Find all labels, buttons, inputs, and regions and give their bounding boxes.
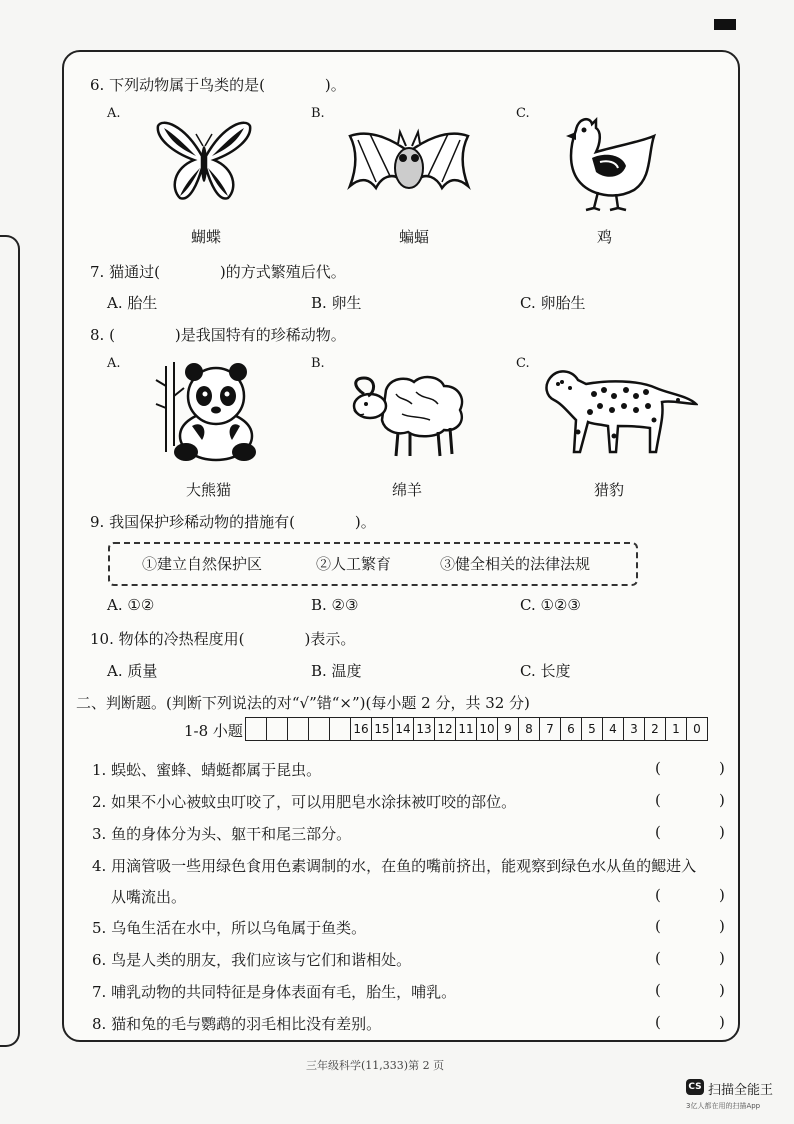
measures-box xyxy=(108,542,638,586)
answer-paren-close: ) xyxy=(719,1013,725,1031)
q8-option-a-letter: A. xyxy=(107,356,121,371)
q7-option-c: C. 卵胎生 xyxy=(520,294,586,312)
answer-paren-close: ) xyxy=(719,949,725,967)
tick-cell xyxy=(245,717,267,741)
measure-2: ②人工繁育 xyxy=(316,555,392,573)
tick-cell: 7 xyxy=(539,717,561,741)
tick-cell: 12 xyxy=(434,717,456,741)
answer-paren-close: ) xyxy=(719,886,725,904)
answer-paren-close: ) xyxy=(719,917,725,935)
tick-cell: 1 xyxy=(665,717,687,741)
q6-option-a-letter: A. xyxy=(107,106,121,121)
chicken-icon xyxy=(556,112,660,212)
judge-item-1: 1. 蜈蚣、蜜蜂、蜻蜓都属于昆虫。 xyxy=(92,761,322,779)
q6-option-c-letter: C. xyxy=(516,106,530,121)
answer-paren-open[interactable]: ( xyxy=(655,917,661,935)
q9-option-b: B. ②③ xyxy=(311,596,359,614)
question-7-stem: 7. 猫通过( )的方式繁殖后代。 xyxy=(90,263,346,281)
question-6-stem: 6. 下列动物属于鸟类的是( )。 xyxy=(90,76,346,94)
q8-option-b-letter: B. xyxy=(311,356,325,371)
tick-table-label: 1-8 小题 xyxy=(184,722,243,740)
tick-cell: 8 xyxy=(518,717,540,741)
judge-item-4: 4. 用滴管吸一些用绿色食用色素调制的水，在鱼的嘴前挤出，能观察到绿色水从鱼的鳃进入 xyxy=(92,857,697,875)
answer-paren-close: ) xyxy=(719,823,725,841)
judge-item-3: 3. 鱼的身体分为头、躯干和尾三部分。 xyxy=(92,825,352,843)
corner-mark xyxy=(714,19,736,30)
tick-cell xyxy=(287,717,309,741)
section-2-heading: 二、判断题。(判断下列说法的对“√”错“×”)(每小题 2 分，共 32 分) xyxy=(76,694,530,712)
tick-cell: 6 xyxy=(560,717,582,741)
answer-paren-open[interactable]: ( xyxy=(655,759,661,777)
q10-option-c: C. 长度 xyxy=(520,662,571,680)
tick-cell: 13 xyxy=(413,717,435,741)
q6-caption-c: 鸡 xyxy=(597,228,613,246)
tick-cell xyxy=(308,717,330,741)
bat-icon xyxy=(346,122,472,202)
question-8-stem: 8. ( )是我国特有的珍稀动物。 xyxy=(90,326,346,344)
q8-caption-a: 大熊猫 xyxy=(186,481,232,499)
judge-item-2: 2. 如果不小心被蚊虫叮咬了，可以用肥皂水涂抹被叮咬的部位。 xyxy=(92,793,517,811)
tick-cell: 15 xyxy=(371,717,393,741)
tick-cell: 9 xyxy=(497,717,519,741)
answer-paren-close: ) xyxy=(719,759,725,777)
scanner-app-tagline: 3亿人都在用的扫描App xyxy=(686,1102,761,1110)
tick-cell: 3 xyxy=(623,717,645,741)
tick-cell: 16 xyxy=(350,717,372,741)
tick-cell: 4 xyxy=(602,717,624,741)
page-footer: 三年级科学(11,333)第 2 页 xyxy=(306,1059,445,1072)
panda-icon xyxy=(152,356,262,466)
tick-cell: 0 xyxy=(686,717,708,741)
q8-caption-b: 绵羊 xyxy=(392,481,423,499)
q10-option-b: B. 温度 xyxy=(311,662,362,680)
measure-3: ③健全相关的法律法规 xyxy=(440,555,591,573)
judge-item-7: 7. 哺乳动物的共同特征是身体表面有毛，胎生，哺乳。 xyxy=(92,983,457,1001)
judge-item-6: 6. 鸟是人类的朋友，我们应该与它们和谐相处。 xyxy=(92,951,412,969)
tick-cell xyxy=(329,717,351,741)
butterfly-icon xyxy=(154,116,254,208)
scanner-app-name: 扫描全能王 xyxy=(708,1083,774,1098)
q9-option-a: A. ①② xyxy=(107,596,155,614)
q8-option-c-letter: C. xyxy=(516,356,530,371)
answer-paren-close: ) xyxy=(719,981,725,999)
answer-paren-open[interactable]: ( xyxy=(655,791,661,809)
measure-1: ①建立自然保护区 xyxy=(142,555,263,573)
scanner-logo-icon: CS xyxy=(686,1079,704,1095)
answer-paren-open[interactable]: ( xyxy=(655,1013,661,1031)
judge-item-5: 5. 乌龟生活在水中，所以乌龟属于鱼类。 xyxy=(92,919,367,937)
sheep-icon xyxy=(346,370,470,458)
q6-option-b-letter: B. xyxy=(311,106,325,121)
tick-cell: 10 xyxy=(476,717,498,741)
tick-cell: 2 xyxy=(644,717,666,741)
judge-item-4-continued: 从嘴流出。 xyxy=(111,888,187,906)
answer-paren-open[interactable]: ( xyxy=(655,949,661,967)
question-10-stem: 10. 物体的冷热程度用( )表示。 xyxy=(90,630,356,648)
tick-cell: 14 xyxy=(392,717,414,741)
tick-cell: 5 xyxy=(581,717,603,741)
answer-paren-open[interactable]: ( xyxy=(655,981,661,999)
judge-item-8: 8. 猫和兔的毛与鹦鹉的羽毛相比没有差别。 xyxy=(92,1015,382,1033)
answer-paren-open[interactable]: ( xyxy=(655,823,661,841)
score-tick-table xyxy=(246,717,708,741)
answer-paren-close: ) xyxy=(719,791,725,809)
q7-option-b: B. 卵生 xyxy=(311,294,362,312)
answer-paren-open[interactable]: ( xyxy=(655,886,661,904)
q6-caption-b: 蝙蝠 xyxy=(399,228,430,246)
question-9-stem: 9. 我国保护珍稀动物的措施有( )。 xyxy=(90,513,376,531)
binding-bracket xyxy=(0,235,20,1047)
tick-cell xyxy=(266,717,288,741)
q8-caption-c: 猎豹 xyxy=(594,481,625,499)
leopard-icon xyxy=(538,366,698,456)
q9-option-c: C. ①②③ xyxy=(520,596,581,614)
tick-cell: 11 xyxy=(455,717,477,741)
q6-caption-a: 蝴蝶 xyxy=(191,228,222,246)
q7-option-a: A. 胎生 xyxy=(107,294,158,312)
q10-option-a: A. 质量 xyxy=(107,662,158,680)
